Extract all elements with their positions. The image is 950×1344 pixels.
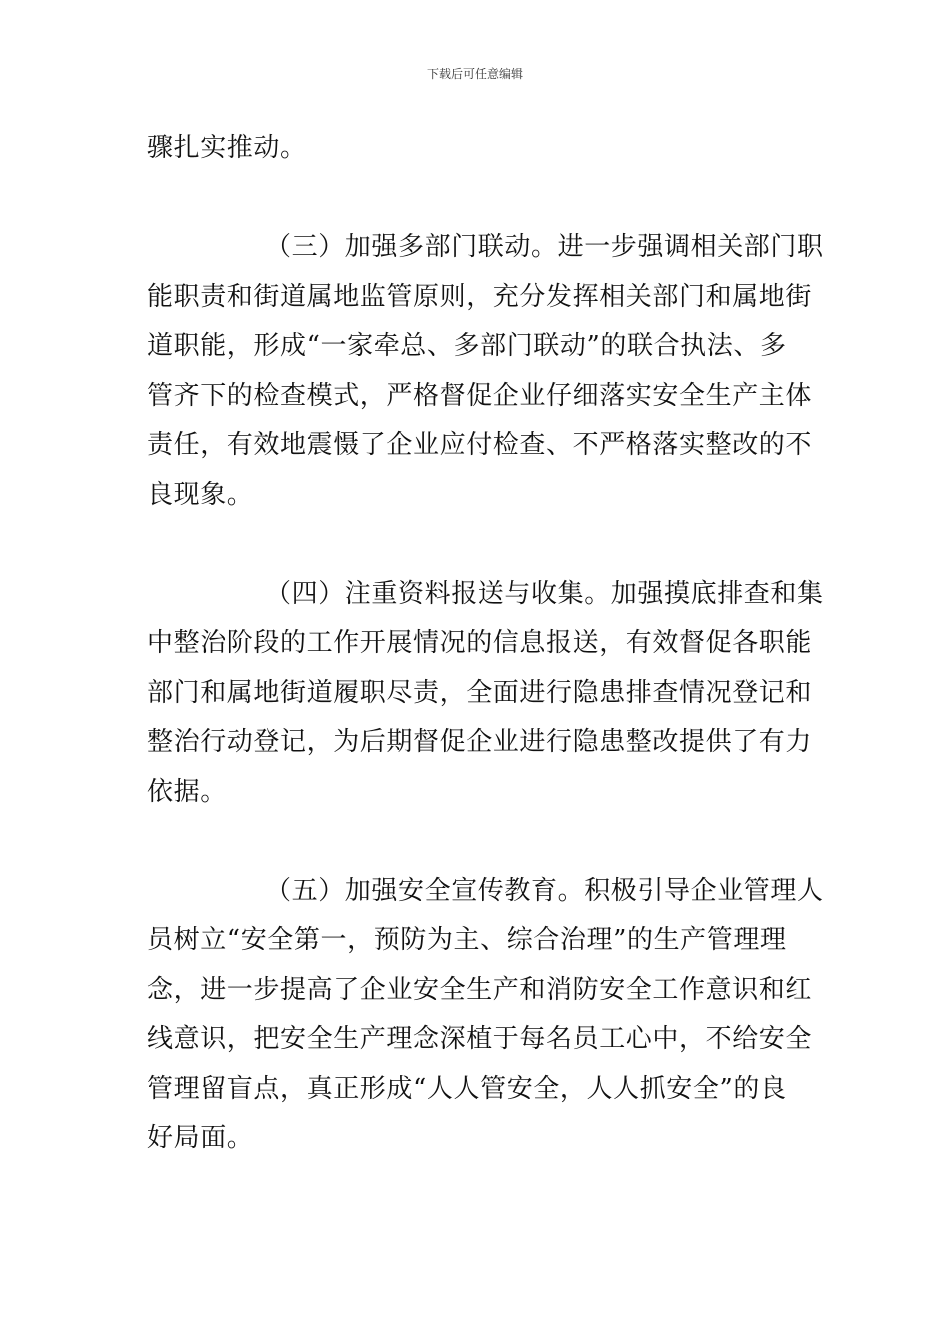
paragraph-line: 整治行动登记，为后期督促企业进行隐患整改提供了有力	[147, 727, 813, 757]
paragraph-line: 道职能，形成“一家牵总、多部门联动”的联合执法、多	[147, 331, 787, 361]
paragraph-line: 员树立“安全第一，预防为主、综合治理”的生产管理理	[147, 925, 787, 955]
paragraph-line: （三）加强多部门联动。进一步强调相关部门职	[265, 232, 824, 262]
paragraph-line: 良现象。	[147, 479, 254, 510]
paragraph-gap	[147, 817, 807, 867]
paragraph-line: 管理留盲点，真正形成“人人管安全，人人抓安全”的良	[147, 1073, 787, 1104]
paragraph-line: 依据。	[147, 776, 227, 807]
document-body	[147, 124, 824, 1164]
paragraph-gap	[147, 174, 807, 224]
paragraph-line: 部门和属地街道履职尽责，全面进行隐患排查情况登记和	[147, 677, 813, 708]
paragraph-line: （四）注重资料报送与收集。加强摸底排查和集	[265, 578, 824, 609]
paragraph-continuation	[147, 124, 807, 174]
paragraph-section-5	[147, 867, 824, 1164]
paragraph-line: 管齐下的检查模式，严格督促企业仔细落实安全生产主体	[147, 380, 813, 411]
paragraph-line: 能职责和街道属地监管原则，充分发挥相关部门和属地街	[147, 281, 813, 312]
paragraph-section-3	[147, 223, 824, 520]
paragraph-line: （五）加强安全宣传教育。积极引导企业管理人	[265, 875, 824, 906]
page-header: 下载后可任意编辑	[426, 67, 523, 81]
paragraph-line: 线意识，把安全生产理念深植于每名员工心中，不给安全	[147, 1024, 813, 1054]
paragraph-section-4	[147, 570, 824, 818]
paragraph-gap	[147, 520, 807, 570]
paragraph-line: 责任，有效地震慑了企业应付检查、不严格落实整改的不	[147, 430, 813, 460]
paragraph-line: 好局面。	[147, 1123, 254, 1153]
paragraph-line: 骤扎实推动。	[147, 133, 307, 163]
paragraph-line: 中整治阶段的工作开展情况的信息报送，有效督促各职能	[147, 628, 813, 658]
paragraph-line: 念，进一步提高了企业安全生产和消防安全工作意识和红	[147, 974, 813, 1005]
